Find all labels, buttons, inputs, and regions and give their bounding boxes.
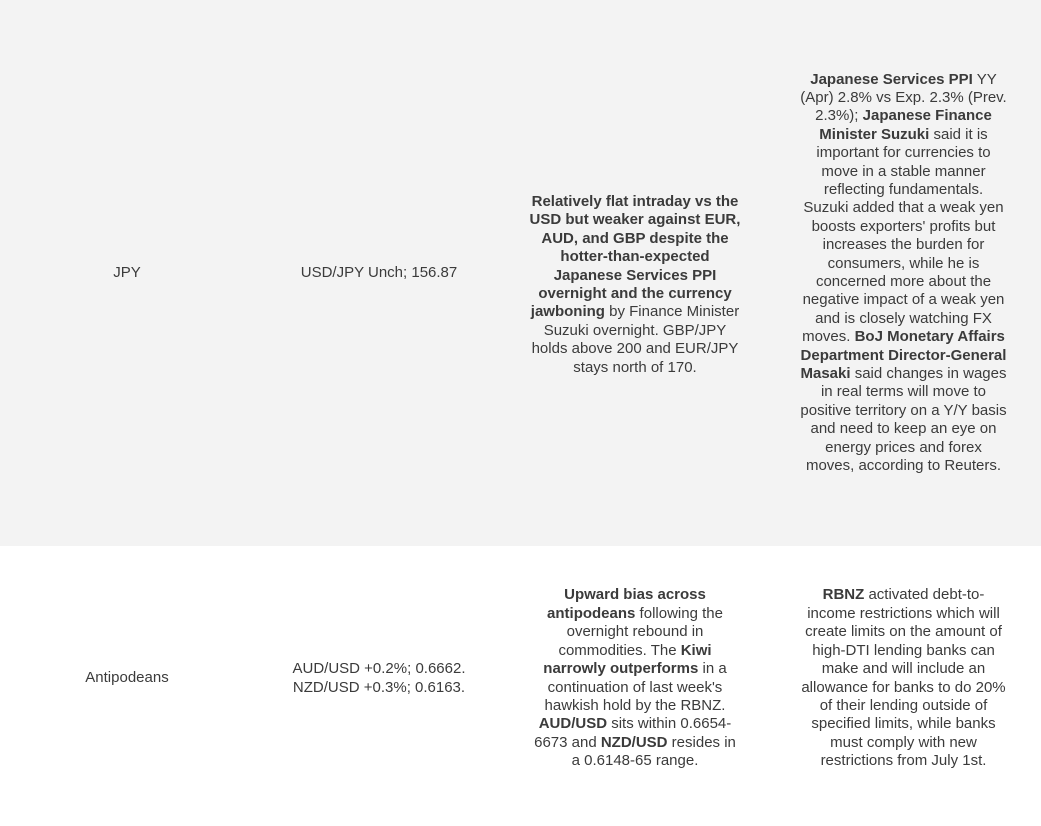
news-bold: BoJ Monetary Affairs Department Director-General Masaki (800, 328, 1007, 383)
analysis-text: resides in a 0.6148-65 range. (571, 733, 736, 770)
news-cell (766, 546, 1041, 811)
news-text: activated debt-to-income restrictions which will create limits on the amount of high-DTI lending banks can make and will include an allowance for banks to do 20% of their lending outside of specified limits, while banks must comply with new restrictions from July 1st. (801, 586, 1006, 770)
price-aud: AUD/USD +0.2%; 0.6662. (292, 660, 466, 678)
analysis-text: in a continuation of last week's hawkish hold by the RBNZ. (544, 660, 727, 714)
analysis-bold: Kiwi narrowly outperforms (543, 641, 712, 678)
news-text: YY (Apr) 2.8% vs Exp. 2.3% (Prev. 2.3%); (800, 70, 1007, 125)
news-bold: RBNZ (822, 586, 865, 604)
currency-label: Antipodeans (85, 669, 169, 687)
analysis-text: by Finance Minister Suzuki overnight. GBP/JPY holds above 200 and EUR/JPY stays north of 170. (531, 303, 740, 376)
table-row-antipodeans (0, 546, 1041, 811)
price-cell (254, 0, 504, 546)
analysis-cell (504, 0, 766, 546)
currency-cell (0, 0, 254, 546)
price-nzd: NZD/USD +0.3%; 0.6163. (292, 678, 466, 696)
news-text: said it is important for currencies to move in a stable manner reflecting fundamentals. Suzuki added that a weak yen boosts exporters' profits but increases the burden for consumers, while he is concerned more about the negative impact of a weak yen and is closely watching FX moves. (802, 125, 1005, 346)
news-bold: Japanese Services PPI (810, 70, 973, 88)
analysis-bold: AUD/USD (538, 715, 608, 733)
analysis-bold: Upward bias across antipodeans (547, 586, 706, 622)
currency-cell (0, 546, 254, 811)
news-bold: Japanese Finance Minister Suzuki (819, 107, 992, 143)
analysis-text: sits within 0.6654-6673 and (534, 715, 732, 751)
currency-label: JPY (113, 263, 141, 281)
analysis-cell (504, 546, 766, 811)
analysis-text: following the overnight rebound in commodities. The (558, 604, 723, 659)
price-cell (254, 546, 504, 811)
analysis-bold: Relatively flat intraday vs the USD but weaker against EUR, AUD, and GBP despite the hotter-than-expected Japanese Services PPI overnight and the currency jawboning (529, 192, 741, 321)
price-text: USD/JPY Unch; 156.87 (300, 263, 458, 281)
analysis-bold: NZD/USD (600, 733, 668, 751)
news-text: said changes in wages in real terms will move to positive territory on a Y/Y basis and need to keep an eye on energy prices and forex moves, according to Reuters. (800, 365, 1007, 475)
news-cell (766, 0, 1041, 546)
